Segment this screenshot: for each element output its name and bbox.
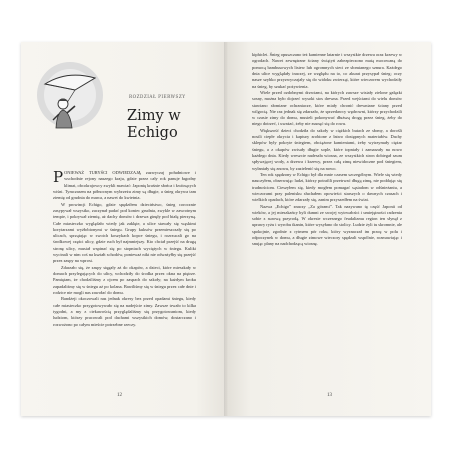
paragraph: kiphiclei. Śnieg opuszczano też kamienne latarnie i wszystkie drzewa oraz krzewy w ogrodach. Nawet zewnętrzne ściany świątyń zabezpieczono matą mocowaną do pomocą bambusowych listew lub ogromnych sieci ze słomianego sznura. Każdego dnia ulice wyglądały inaczej, ze względu na to, co akurat przysypał śnieg; oczy nasze szybko przyzwyczajały się do widoku zwierząt, które wieczorem wychodziły na śnieg, by szukać pożywienia. (252, 52, 402, 89)
page-number: 13 (327, 393, 332, 398)
left-body-text (53, 170, 196, 328)
book-gutter (224, 42, 228, 416)
drop-cap: P (53, 168, 64, 186)
paragraph: Nazwa „Echigo” znaczy „Za górami”. Tak nazywano tę część Japonii od wieków, a jej mieszkańcy byli dumni ze swojej wytrwałości i umiejętności radzenia sobie z surową przyrodą. W okresie wczesnego feudalizmu region ten słynął z uprawy ryżu i wyrobu tkanin, które wysyłano do stolicy. Ludzie żyli tu skromnie, ale spokojnie, zgodnie z rytmem pór roku, który wyznaczał im pracę w polu i odpoczynek w domu, a długie zimowe wieczory spędzali wspólnie, rozmawiając i snując plany na nadchodzącą wiosnę. (252, 203, 402, 247)
page-number: 12 (117, 393, 122, 398)
paragraph-text: ONIEWAŻ TURYŚCI ODWIEDZAJĄ zazwyczaj południowe i wschodnie rejony naszego kraju, gdzie przez cały rok panuje łagodny klimat, obcokrajowcy zwykli mawiać: Japonię kraśnie słońca i kwitnących wiśni. Tymczasem na północnym wybrzeżu zimy są długie, a śnieg okrywa tam ziemię od grudnia do marca, a nawet do kwietnia. (53, 170, 196, 201)
chapter-title: Zimy w Echigo (127, 108, 181, 141)
chapter-label: ROZDZIAŁ PIERWSZY (129, 94, 186, 99)
book-spread (21, 42, 431, 416)
paragraph: Większość dzieci chodziła do szkoły w ciężkich butach ze słomy, a dorośli nosili ciepłe okrycia i kaptury zrobione z łatwo dostępnych materiałów. Dachy sklepów były pokryte śniegiem, obciążone kamieniami, żeby wytrzymały ciężar śniegu, a z okapów zwisały długie sople, które topniały i zamarzały na nowo każdego dnia. Kiedy wreszcie nadeszła wiosna, ze wszystkich stron dobiegał szum spływającej wody, a drzewa i krzewy, przez całą zimę niewidoczne pod śniegiem, wyłaniały się znowu, by zazielenić się na nowo. (252, 127, 402, 171)
paragraph: W prowincji Echigo, gdzie spędziłem dzieciństwo, śnieg corocznie zasypywał wszystko, zaczynał padać pod koniec grudnia, zwykle w zawrotnym tempie, i pokrywał ziemię, aż dachy domów i drzewa ginęły pod białą pierzyną. Całe miasteczko wyglądało wtedy jak zaklęte, a ulice stawały się wąskimi korytarzami wyżłobionymi w śniegu. Grupy kuksów przemieszczały się po ulicach, sprzątając w swoich koszykach kopce śniegu, i rozrzucali go na środkowej części ulicy, gdzie ruch był najmniejszy. Kto chciał przejść na drugą stronę ulicy, musiał wspinać się po stopniach wyciętych w śniegu. Kuliki wycinali w nim coś na kształt schodów, ponieważ nikt nie odważyłby się przejść przez zaspy na wprost. (53, 201, 196, 264)
paragraph: Zdarzało się, że zaspy sięgały aż do okapów, a dzieci, które mieszkały w domach przylegających do ulicy, wchodziły do środka przez okna na piętrze. Pamiętam, że chodziliśmy z ojcem po zaspach do szkoły; na każdym kroku zapadaliśmy się w śniegu aż po kolana. Bawiliśmy się w śniegu przez całe dnie i rodzice nie mogli nas zawołać do domu. (53, 264, 196, 295)
paragraph (53, 170, 196, 202)
boy-with-kite-illustration (35, 60, 105, 130)
right-body-text (252, 52, 402, 248)
paragraph: Wiele przed ozdobnymi drzwiami, na których zawsze wisiały zielone gałązki sosny, można było dojrzeć wysoki stos drewna. Przed wejściami do wielu domów stawiano słomiane ochraniacze, które miały chronić drewniane ściany przed wilgocią. Nie raz jednak się zdarzało, że sprzedawcy wędrowni, którzy przychodzili w czasie zimy do domu, musieli pokonywać dłuższą drogę przez śnieg, żeby do niego dotrzeć, i uważać, żeby nie zsunąć się do rowu. (252, 89, 402, 127)
paragraph: Bandżeji okoczowali nas jednak okresy bez przed opadami śniegu, kiedy całe miasteczko przygotowywało się na nadejście zimy. Zawsze trwało to kilka tygodni, a my z ciekawością przyglądaliśmy się przygotowaniom, kiedy ludziom, którzy pracowali pod dachami wszystkich domów, dostarczano i rozwożono po całym mieście potrzebne rzeczy. (53, 296, 196, 327)
left-page (21, 42, 226, 416)
paragraph: Ten rok spędzony w Echigo był dla mnie czasem szczególnym. Wiele się wtedy nauczyłem, obserwując ludzi, którzy potrafili przetrwać długą zimę, nie poddając się trudnościom. Cieszyłem się, kiedy mogłem pomagać sąsiadom w odśnieżaniu, a wieczorami przy palenisku słuchałem opowieści starszych o dawnych czasach i wielkich opadach, które zdarzały się, zanim przyszedłem na świat. (252, 171, 402, 203)
right-page (226, 42, 431, 416)
